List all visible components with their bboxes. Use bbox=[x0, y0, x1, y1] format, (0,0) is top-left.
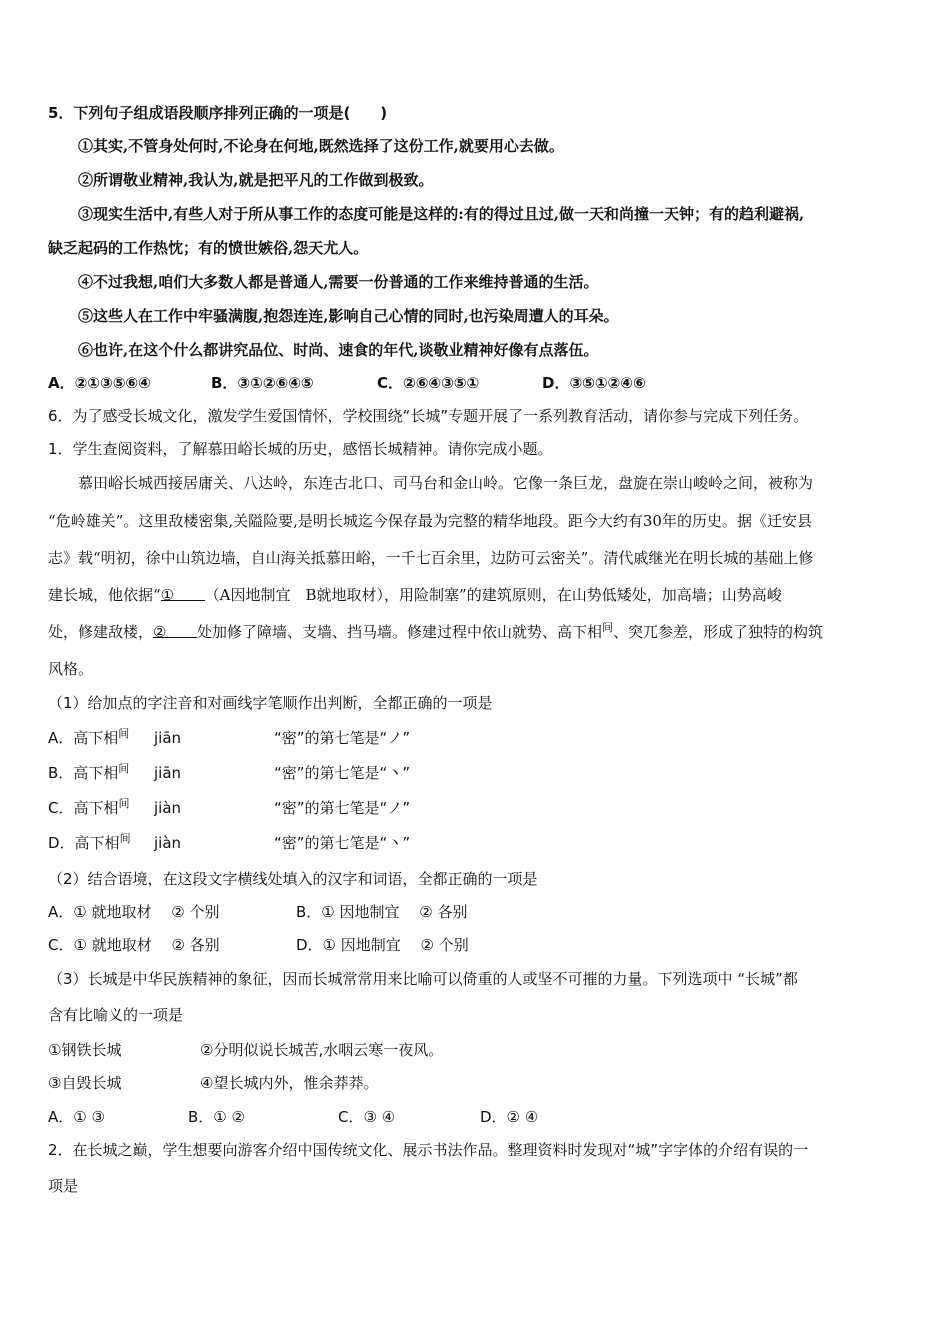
q5-sentence-1: ①其实,不管身处何时,不论身在何地,既然选择了这份工作,就要用心去做。 bbox=[78, 137, 564, 155]
q1-stem: （1）给加点的字注音和对画线字笔顺作出判断，全都正确的一项是 bbox=[48, 694, 493, 712]
q5-sentence-6: ⑥也许,在这个什么都讲究品位、时尚、速食的年代,谈敬业精神好像有点落伍。 bbox=[78, 341, 599, 359]
passage-line-5 bbox=[48, 621, 823, 645]
q5-option-a[interactable]: A．②①③⑤⑥④ bbox=[48, 374, 151, 392]
q2-option-d[interactable]: D．① 因地制宜 ② 个别 bbox=[296, 936, 469, 954]
passage-line-3: 志》载“明初，徐中山筑边墙，自山海关抵慕田峪，一千七百余里，边防可云密关”。清代戚继光在明长城的基础上修 bbox=[48, 549, 814, 567]
q1-option-c[interactable] bbox=[48, 797, 411, 821]
passage-line-5-mid: 处加修了障墙、支墙、挡马墙。修建过程中依山就势、高下相 bbox=[197, 623, 603, 641]
q5-sentence-2: ②所谓敬业精神,我认为,就是把平凡的工作做到极致。 bbox=[78, 171, 434, 189]
q1-b-pinyin: jiān bbox=[154, 764, 182, 782]
q1-a-pinyin: jiān bbox=[154, 729, 182, 747]
q1-a-stroke: “密”的第七笔是“ノ” bbox=[274, 729, 411, 747]
q3-option-c[interactable]: C．③ ④ bbox=[338, 1108, 396, 1126]
passage-dotted-char: 间 bbox=[602, 621, 614, 634]
q1-option-a[interactable] bbox=[48, 727, 411, 751]
q6-sub2-a: 2．在长城之巅，学生想要向游客介绍中国传统文化、展示书法作品。整理资料时发现对“城”字字体的介绍有误的一 bbox=[48, 1141, 809, 1159]
blank-1-label: ① bbox=[160, 586, 175, 604]
q3-stem-b: 含有比喻义的一项是 bbox=[48, 1006, 184, 1024]
q5-option-b[interactable]: B．③①②⑥④⑤ bbox=[211, 374, 314, 392]
q5-option-d[interactable]: D．③⑤①②④⑥ bbox=[542, 374, 646, 392]
q3-stem-a: （3）长城是中华民族精神的象征，因而长城常常用来比喻可以倚重的人或坚不可摧的力量。下列选项中 “长城”都 bbox=[48, 970, 798, 988]
q3-item-4: ④望长城内外，惟余莽莽。 bbox=[200, 1074, 379, 1092]
q5-sentence-4: ④不过我想,咱们大多数人都是普通人,需要一份普通的工作来维持普通的生活。 bbox=[78, 273, 599, 291]
q1-c-pinyin: jiàn bbox=[154, 799, 182, 817]
q2-option-c[interactable]: C．① 就地取材 ② 各别 bbox=[48, 936, 220, 954]
q1-b-stroke: “密”的第七笔是“丶” bbox=[274, 764, 411, 782]
q1-c-stroke: “密”的第七笔是“ノ” bbox=[274, 799, 411, 817]
blank-2[interactable] bbox=[153, 621, 197, 641]
passage-line-4 bbox=[48, 584, 782, 606]
q5-sentence-3a: ③现实生活中,有些人对于所从事工作的态度可能是这样的:有的得过且过,做一天和尚撞一天钟；有的趋利避祸, bbox=[78, 205, 805, 223]
q1-a-lead: A．高下相 bbox=[48, 729, 119, 747]
q1-d-stroke: “密”的第七笔是“丶” bbox=[274, 834, 411, 852]
passage-line-6: 风格。 bbox=[48, 660, 94, 678]
q5-option-c[interactable]: C．②⑥④③⑤① bbox=[377, 374, 480, 392]
q1-d-lead: D．高下相 bbox=[48, 834, 120, 852]
q6-sub1: 1．学生查阅资料，了解慕田峪长城的历史，感悟长城精神。请你完成小题。 bbox=[48, 440, 553, 458]
q3-option-b[interactable]: B．① ② bbox=[188, 1108, 245, 1126]
q1-a-char: 间 bbox=[118, 727, 130, 740]
q3-option-a[interactable]: A．① ③ bbox=[48, 1108, 105, 1126]
q1-c-char: 间 bbox=[118, 797, 130, 810]
q3-items-row-1 bbox=[48, 1039, 444, 1061]
q5-sentence-3b: 缺乏起码的工作热忱；有的愤世嫉俗,怨天尤人。 bbox=[48, 239, 369, 257]
blank-2-label: ② bbox=[153, 623, 167, 641]
q1-d-char: 间 bbox=[119, 832, 131, 845]
q3-option-d[interactable]: D．② ④ bbox=[480, 1108, 539, 1126]
q2-row-1 bbox=[48, 901, 468, 923]
blank-1[interactable] bbox=[160, 584, 205, 604]
passage-line-4-lead: 建长城，他依据“ bbox=[48, 586, 161, 604]
q2-stem: （2）结合语境，在这段文字横线处填入的汉字和词语，全都正确的一项是 bbox=[48, 870, 538, 888]
passage-line-5-lead: 处，修建敌楼， bbox=[48, 623, 154, 641]
q1-d-pinyin: jiàn bbox=[154, 834, 182, 852]
q1-c-lead: C．高下相 bbox=[48, 799, 119, 817]
q2-option-a[interactable]: A．① 就地取材 ② 个别 bbox=[48, 903, 220, 921]
passage-line-4-rest: （A因地制宜 B就地取材），用险制塞”的建筑原则，在山势低矮处，加高墙；山势高峻 bbox=[204, 586, 782, 604]
q3-item-2: ②分明似说长城苦,水咽云寒一夜风。 bbox=[200, 1041, 444, 1059]
q1-option-b[interactable] bbox=[48, 762, 411, 786]
q3-options bbox=[48, 1106, 539, 1128]
q6-sub2-b: 项是 bbox=[48, 1177, 79, 1195]
q1-option-d[interactable] bbox=[48, 832, 411, 856]
q1-b-char: 间 bbox=[118, 762, 130, 775]
q5-sentence-5: ⑤这些人在工作中牢骚满腹,抱怨连连,影响自己心情的同时,也污染周遭人的耳朵。 bbox=[78, 307, 619, 325]
passage-line-2: “危岭雄关”。这里敌楼密集,关隘险要,是明长城迄今保存最为完整的精华地段。距今大约有30年的历史。据《迁安县 bbox=[48, 512, 812, 530]
q1-b-lead: B．高下相 bbox=[48, 764, 119, 782]
q2-row-2 bbox=[48, 934, 469, 956]
q3-items-row-2 bbox=[48, 1072, 379, 1094]
passage-line-1: 慕田峪长城西接居庸关、八达岭，东连古北口、司马台和金山岭。它像一条巨龙，盘旋在崇山峻岭之间，被称为 bbox=[78, 474, 814, 492]
q3-item-3: ③自毁长城 bbox=[48, 1074, 122, 1092]
q2-option-b[interactable]: B．① 因地制宜 ② 各别 bbox=[296, 903, 468, 921]
q5-stem: 5．下列句子组成语段顺序排列正确的一项是( ) bbox=[48, 104, 388, 122]
q6-stem: 6．为了感受长城文化，激发学生爱国情怀，学校围绕“长城”专题开展了一系列教育活动，请你参与完成下列任务。 bbox=[48, 407, 809, 425]
q3-item-1: ①钢铁长城 bbox=[48, 1041, 122, 1059]
passage-line-5-rest: 、突兀参差，形成了独特的构筑 bbox=[613, 623, 824, 641]
